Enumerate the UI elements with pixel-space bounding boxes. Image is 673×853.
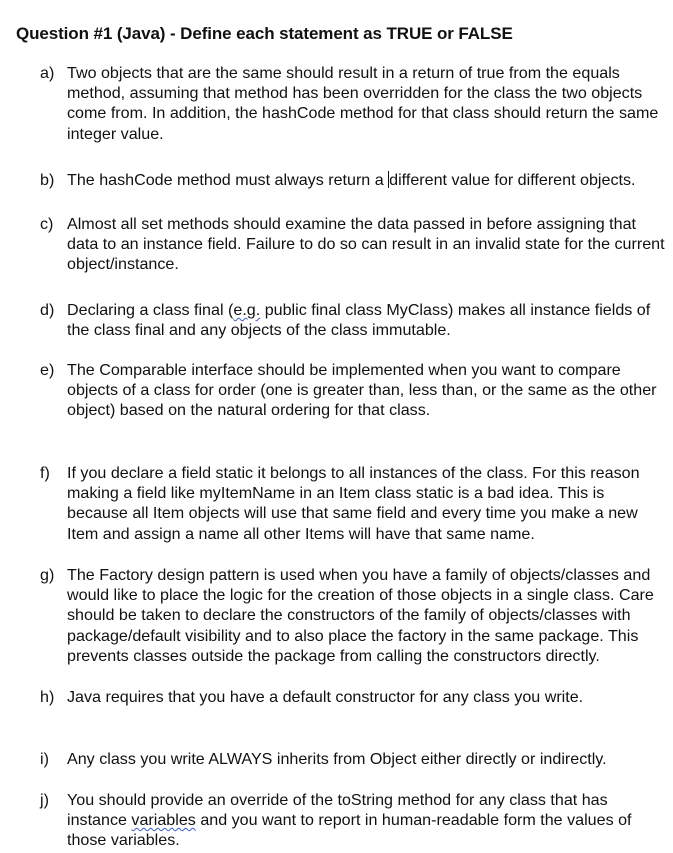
item-text: The Factory design pattern is used when you have a family of objects/classes and would like to place the logic for the creation of those objects in a single class. Care should be taken to declare the constructors of the family of objects/classes with package/default visibility and to also place the factory in the same package. This prevents classes outside the package from calling the constructors directly. [67,566,654,665]
list-item-b [40,170,668,190]
item-text-before: You should provide an override of the toString method for any class that has instance [67,791,608,830]
list-item-j [40,790,668,851]
list-item-g [40,565,668,666]
item-letter: f) [40,464,50,482]
item-text: Two objects that are the same should result in a return of true from the equals method, assuming that method has been overridden for the class the two objects come from. In addition, the hashCode method for that class should return the same integer value. [67,64,659,143]
item-letter: g) [40,566,55,584]
item-text: Java requires that you have a default constructor for any class you write. [67,688,584,706]
item-text-after: different value for different objects. [389,171,636,189]
question-title: Question #1 (Java) - Define each statement as TRUE or FALSE [16,24,513,43]
list-item-c [40,214,668,275]
list-item-d [40,300,668,340]
item-text-after: public final class MyClass) makes all instance fields of the class final and any objects of the class immutable. [67,301,651,340]
item-letter: b) [40,171,55,189]
item-letter: e) [40,361,55,379]
item-text-before: The hashCode method must always return a [67,171,389,189]
list-item-h [40,687,668,707]
list-item-a [40,63,668,144]
item-text: If you declare a field static it belongs to all instances of the class. For this reason making a field like myItemName in an Item class static is a bad idea. This is because all Item objects will use that same field and every time you make a new Item and assign a name all other Items will have that same name. [67,464,640,543]
item-text: The Comparable interface should be implemented when you want to compare objects of a class for order (one is greater than, less than, or the same as the other object) based on the natural ordering for that class. [67,361,657,420]
item-letter: i) [40,750,49,768]
item-text: Almost all set methods should examine the data passed in before assigning that data to an instance field. Failure to do so can result in an invalid state for the current object/instance. [67,215,665,274]
item-letter: j) [40,791,49,809]
spellcheck-marked-word: e.g. [233,301,261,319]
item-text: Any class you write ALWAYS inherits from Object either directly or indirectly. [67,750,607,768]
item-letter: c) [40,215,54,233]
spellcheck-marked-word: variables [131,811,196,830]
item-letter: a) [40,64,55,82]
item-text-before: Declaring a class final ( [67,301,234,319]
list-item-f [40,463,668,544]
item-text [67,790,668,851]
item-text [67,170,668,190]
item-letter: d) [40,301,55,319]
item-letter: h) [40,688,55,706]
item-text [67,300,668,340]
item-text-after: and you want to report in human-readable form the values of those variables. [67,811,632,850]
list-item-e [40,360,668,421]
list-item-i [40,749,668,769]
